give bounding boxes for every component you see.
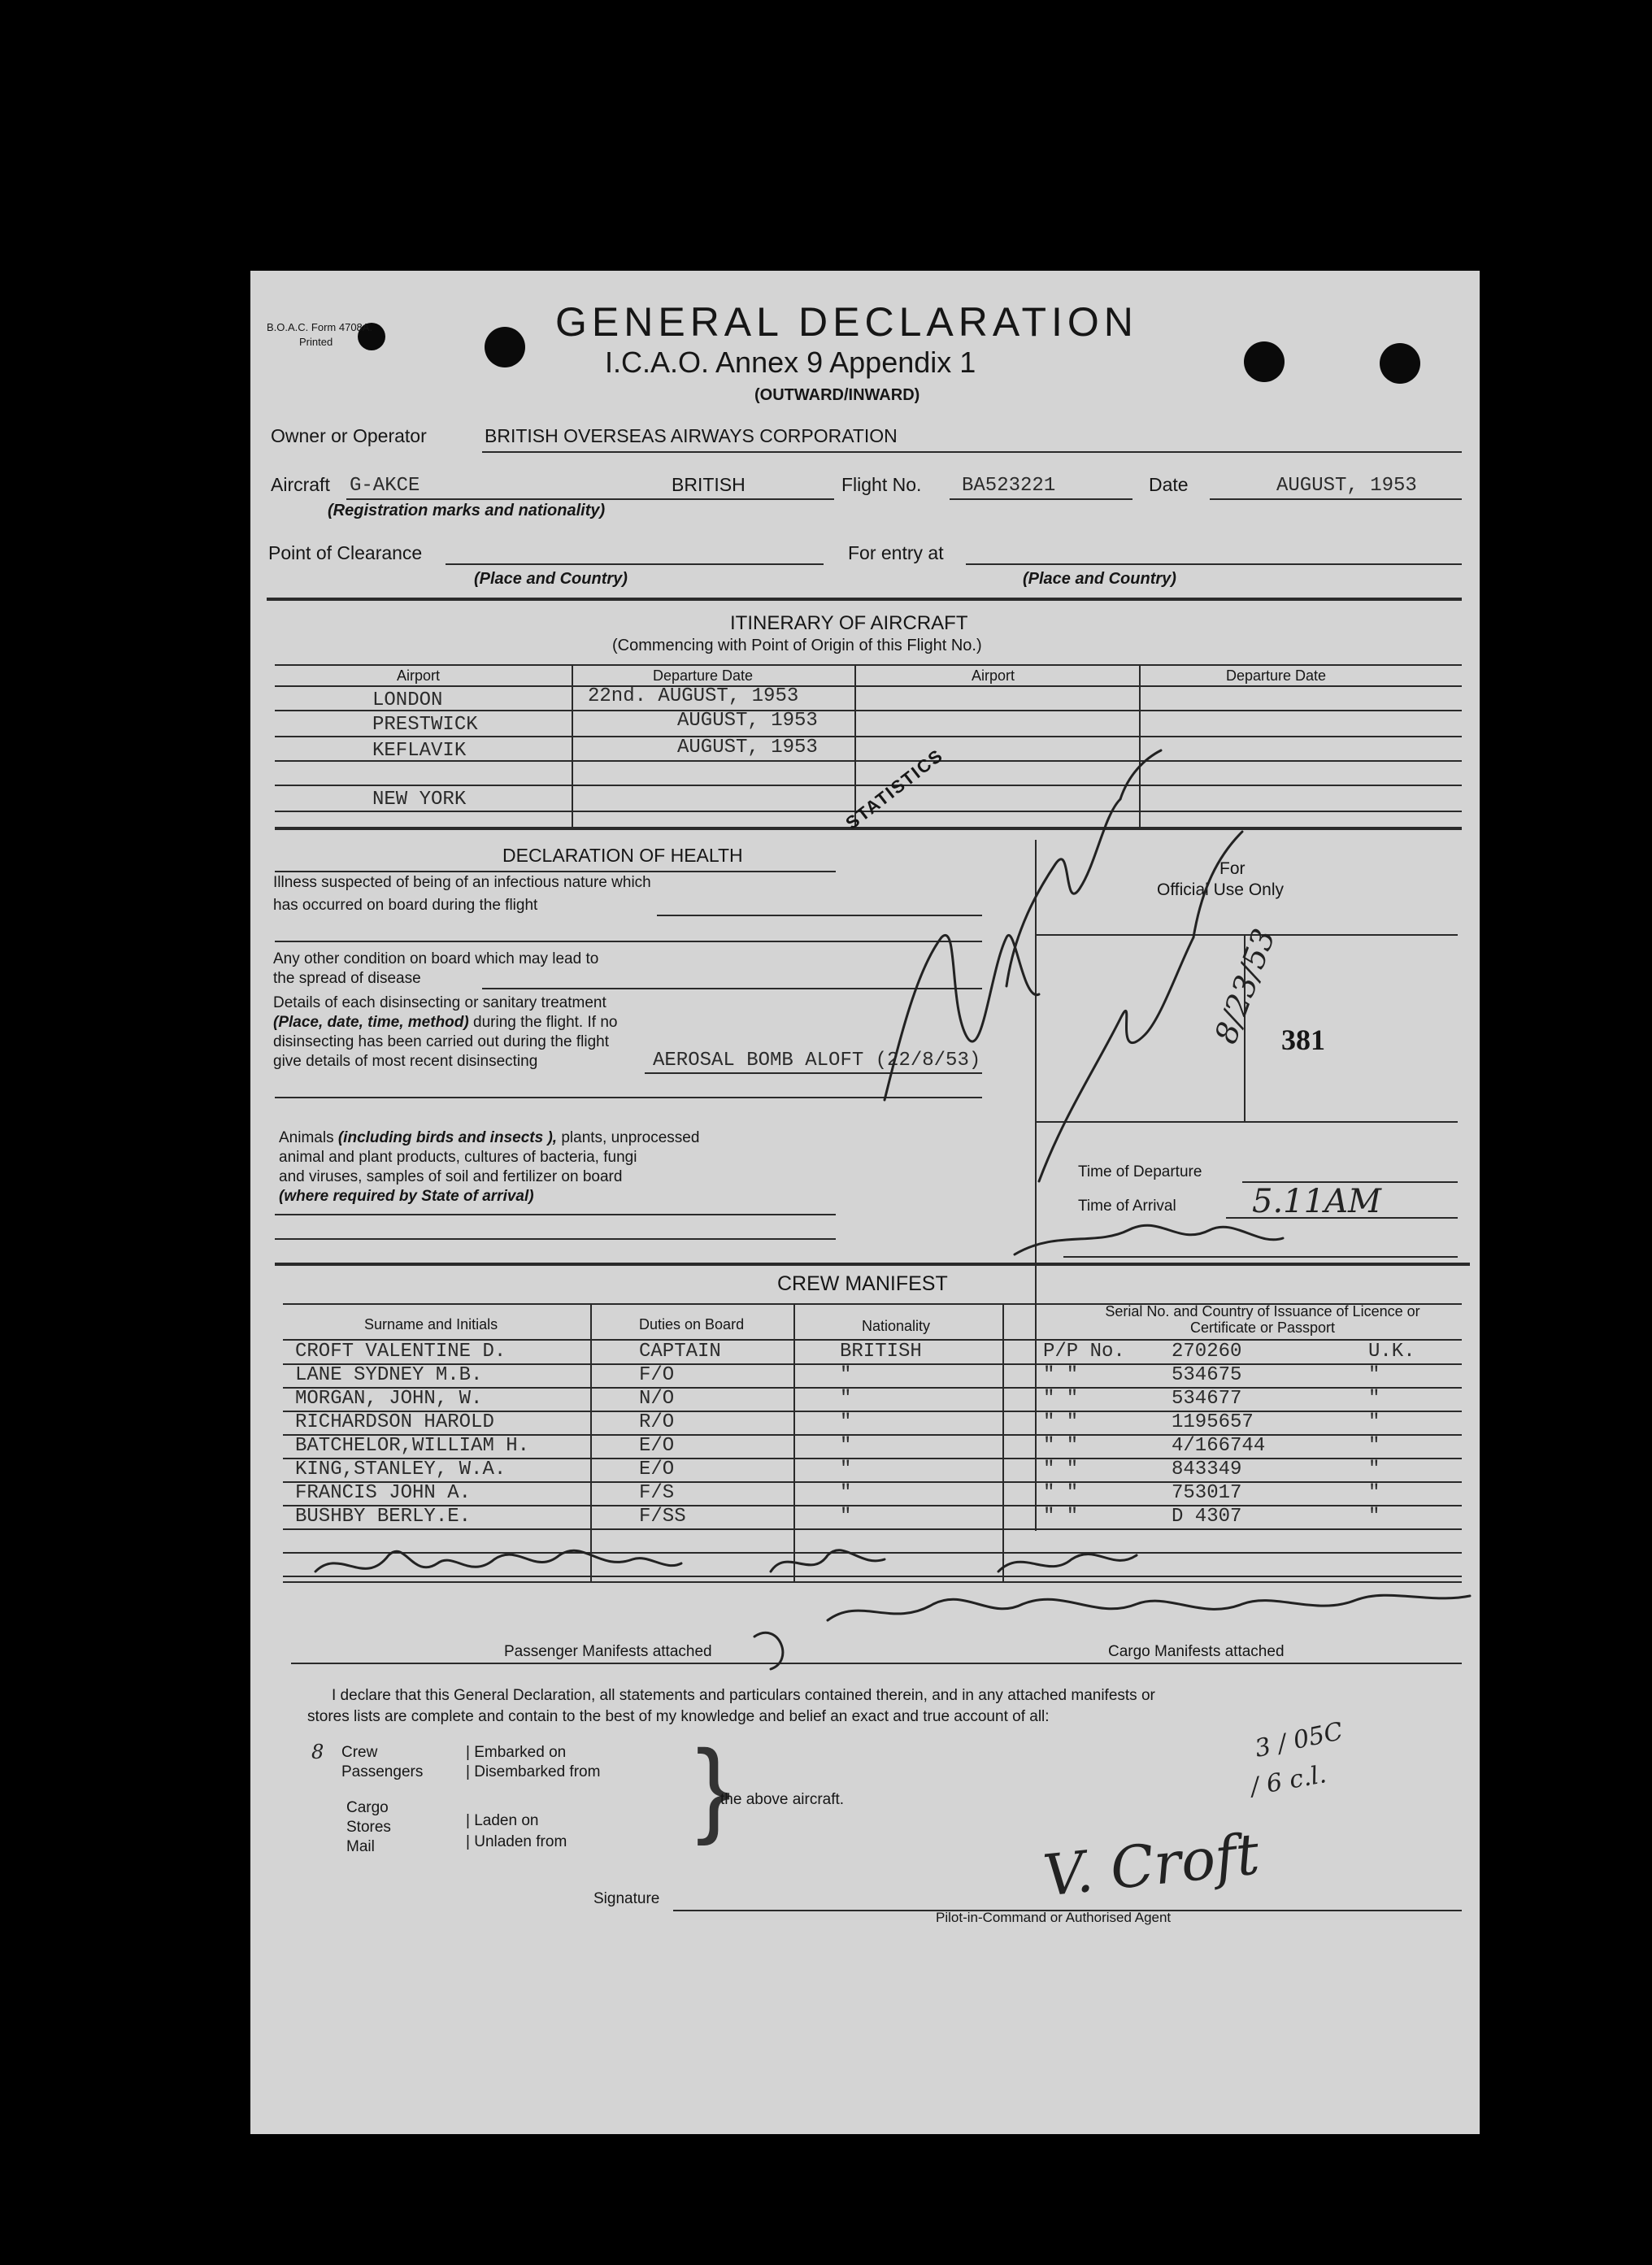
aircraft-caption: (Registration marks and nationality) xyxy=(328,502,606,520)
cargo-manifest: Cargo Manifests attached xyxy=(1108,1643,1285,1660)
date-label: Date xyxy=(1149,474,1189,495)
crew-duty: E/O xyxy=(639,1435,675,1457)
crew-col-doc: Serial No. and Country of Issuance of Licence or Certificate or Passport xyxy=(1105,1303,1420,1336)
crew-name: LANE SYDNEY M.B. xyxy=(295,1364,483,1386)
crew-nat: " xyxy=(840,1411,852,1433)
official-label-2: Official Use Only xyxy=(1157,880,1284,899)
crew-duty: R/O xyxy=(639,1411,675,1433)
crew-nat: " xyxy=(840,1388,852,1410)
clearance-label: Point of Clearance xyxy=(268,542,423,563)
animals-text-4: (where required by State of arrival) xyxy=(279,1188,534,1205)
crew-country: U.K. xyxy=(1368,1341,1415,1363)
crew-title: CREW MANIFEST xyxy=(777,1272,948,1295)
punch-hole-3 xyxy=(1380,343,1420,384)
itinerary-subtitle: (Commencing with Point of Origin of this Flight No.) xyxy=(612,637,982,654)
entry-label: For entry at xyxy=(848,542,944,563)
itin-col-airport-2: Airport xyxy=(972,667,1015,684)
animals-text-1: Animals (including birds and insects ), plants, unprocessed xyxy=(279,1129,700,1146)
itin-airport: NEW YORK xyxy=(372,789,467,811)
crew-country: " xyxy=(1368,1435,1380,1457)
official-number: 381 xyxy=(1281,1024,1325,1056)
clearance-caption: (Place and Country) xyxy=(474,570,628,588)
disinfect-text-1: Details of each disinsecting or sanitary treatment xyxy=(273,994,606,1011)
aircraft-label: Aircraft xyxy=(271,474,330,495)
itin-date: 22nd. AUGUST, 1953 xyxy=(588,685,799,707)
crew-duty: F/S xyxy=(639,1482,675,1504)
crew-name: BATCHELOR,WILLIAM H. xyxy=(295,1435,530,1457)
crew-serial: 753017 xyxy=(1172,1482,1242,1504)
flight-label: Flight No. xyxy=(841,474,922,495)
crew-doc: " " xyxy=(1043,1506,1079,1528)
arrival-value: 5.11AM xyxy=(1252,1183,1381,1220)
crew-name: KING,STANLEY, W.A. xyxy=(295,1459,506,1480)
crew-duty: CAPTAIN xyxy=(639,1341,721,1363)
signature-label: Signature xyxy=(593,1890,660,1907)
declaration-form xyxy=(250,271,1480,2134)
itin-col-date-1: Departure Date xyxy=(653,667,754,684)
crew-serial: D 4307 xyxy=(1172,1506,1242,1528)
departure-label: Time of Departure xyxy=(1078,1163,1202,1180)
crew-country: " xyxy=(1368,1364,1380,1386)
crew-serial: 843349 xyxy=(1172,1459,1242,1480)
crew-serial: 4/166744 xyxy=(1172,1435,1266,1457)
aircraft-nationality: BRITISH xyxy=(672,474,746,495)
crew-country: " xyxy=(1368,1388,1380,1410)
crew-nat: BRITISH xyxy=(840,1341,922,1363)
itin-date: AUGUST, 1953 xyxy=(677,737,818,759)
decl-unladen: | Unladen from xyxy=(466,1833,567,1850)
form-ref: B.O.A.C. Form 4708A. xyxy=(267,321,373,333)
disinfect-text-2: (Place, date, time, method) during the flight. If no xyxy=(273,1014,618,1031)
declaration-text-1: I declare that this General Declaration, all statements and particulars contained therein, and in any attached manifests or xyxy=(332,1687,1155,1704)
manifest-handwriting xyxy=(291,1523,1470,1685)
decl-handnote-2: / 6 c.l. xyxy=(1248,1760,1329,1802)
itin-col-date-2: Departure Date xyxy=(1226,667,1327,684)
pilot-signature: V. Croft xyxy=(1040,1820,1263,1910)
declaration-text-2: stores lists are complete and contain to the best of my knowledge and belief an exact and true account of all: xyxy=(307,1708,1050,1725)
form-subtitle: I.C.A.O. Annex 9 Appendix 1 xyxy=(605,346,976,379)
flight-value: BA523221 xyxy=(962,475,1056,497)
health-title: DECLARATION OF HEALTH xyxy=(502,845,743,866)
disinfect-text-3: disinsecting has been carried out during the flight xyxy=(273,1033,609,1050)
owner-value: BRITISH OVERSEAS AIRWAYS CORPORATION xyxy=(485,425,898,446)
crew-name: FRANCIS JOHN A. xyxy=(295,1482,472,1504)
crew-country: " xyxy=(1368,1411,1380,1433)
crew-doc: P/P No. xyxy=(1043,1341,1125,1363)
punch-hole-2 xyxy=(1244,341,1285,382)
form-title: GENERAL DECLARATION xyxy=(555,299,1138,345)
aircraft-reg: G-AKCE xyxy=(350,475,420,497)
crew-duty: N/O xyxy=(639,1388,675,1410)
other-text-1: Any other condition on board which may lead to xyxy=(273,950,599,967)
itin-airport: PRESTWICK xyxy=(372,714,478,736)
crew-name: BUSHBY BERLY.E. xyxy=(295,1506,472,1528)
crew-doc: " " xyxy=(1043,1482,1079,1504)
animals-text-3: and viruses, samples of soil and fertilizer on board xyxy=(279,1168,623,1185)
illness-text-1: Illness suspected of being of an infectious nature which xyxy=(273,874,651,891)
statistics-stamp: STATISTICS xyxy=(841,745,948,834)
official-handwritten-date: 8/23/53 xyxy=(1207,924,1282,1049)
form-direction: (OUTWARD/INWARD) xyxy=(754,386,920,404)
crew-col-name: Surname and Initials xyxy=(364,1316,498,1332)
form-printed: Printed xyxy=(299,336,333,348)
crew-doc: " " xyxy=(1043,1388,1079,1410)
crew-serial: 270260 xyxy=(1172,1341,1242,1363)
crew-nat: " xyxy=(840,1506,852,1528)
crew-doc: " " xyxy=(1043,1411,1079,1433)
decl-embarked: | Embarked on xyxy=(466,1744,567,1761)
crew-duty: E/O xyxy=(639,1459,675,1480)
decl-above: the above aircraft. xyxy=(720,1791,845,1808)
crew-duty: F/O xyxy=(639,1364,675,1386)
other-text-2: the spread of disease xyxy=(273,970,421,987)
crew-nat: " xyxy=(840,1435,852,1457)
entry-caption: (Place and Country) xyxy=(1023,570,1176,588)
official-handwriting xyxy=(852,726,1340,1311)
official-label-1: For xyxy=(1219,859,1246,878)
crew-name: RICHARDSON HAROLD xyxy=(295,1411,494,1433)
owner-label: Owner or Operator xyxy=(271,425,427,446)
decl-laden: | Laden on xyxy=(466,1812,539,1829)
decl-disembarked: | Disembarked from xyxy=(466,1763,601,1780)
itin-airport: KEFLAVIK xyxy=(372,740,467,762)
date-value: AUGUST, 1953 xyxy=(1276,475,1417,497)
decl-handnote-1: 3 / 05C xyxy=(1252,1717,1346,1763)
animals-text-2: animal and plant products, cultures of bacteria, fungi xyxy=(279,1149,637,1166)
crew-name: CROFT VALENTINE D. xyxy=(295,1341,506,1363)
crew-serial: 534677 xyxy=(1172,1388,1242,1410)
crew-nat: " xyxy=(840,1459,852,1480)
decl-cargo: Cargo xyxy=(346,1799,389,1816)
crew-count: 8 xyxy=(311,1741,324,1763)
disinfect-value: AEROSAL BOMB ALOFT (22/8/53) xyxy=(653,1050,981,1072)
crew-doc: " " xyxy=(1043,1364,1079,1386)
crew-duty: F/SS xyxy=(639,1506,686,1528)
crew-col-duty: Duties on Board xyxy=(639,1316,745,1332)
crew-country: " xyxy=(1368,1482,1380,1504)
illness-text-2: has occurred on board during the flight xyxy=(273,897,538,914)
crew-country: " xyxy=(1368,1506,1380,1528)
crew-col-nat: Nationality xyxy=(862,1318,931,1334)
decl-mail: Mail xyxy=(346,1838,375,1855)
crew-country: " xyxy=(1368,1459,1380,1480)
crew-serial: 534675 xyxy=(1172,1364,1242,1386)
punch-hole-1 xyxy=(485,327,525,367)
crew-nat: " xyxy=(840,1364,852,1386)
arrival-label: Time of Arrival xyxy=(1078,1198,1176,1215)
decl-stores: Stores xyxy=(346,1819,391,1836)
itinerary-title: ITINERARY OF AIRCRAFT xyxy=(730,612,968,634)
itin-col-airport-1: Airport xyxy=(397,667,441,684)
crew-nat: " xyxy=(840,1482,852,1504)
itin-airport: LONDON xyxy=(372,689,443,711)
crew-doc: " " xyxy=(1043,1435,1079,1457)
decl-crew: Crew xyxy=(341,1744,378,1761)
decl-bracket: } xyxy=(696,1728,732,1846)
signatory-caption: Pilot-in-Command or Authorised Agent xyxy=(936,1910,1172,1925)
decl-passengers: Passengers xyxy=(341,1763,424,1780)
crew-doc: " " xyxy=(1043,1459,1079,1480)
itin-date: AUGUST, 1953 xyxy=(677,710,818,732)
disinfect-text-4: give details of most recent disinsecting xyxy=(273,1053,538,1070)
passenger-manifest: Passenger Manifests attached xyxy=(504,1643,712,1660)
crew-name: MORGAN, JOHN, W. xyxy=(295,1388,483,1410)
crew-serial: 1195657 xyxy=(1172,1411,1254,1433)
